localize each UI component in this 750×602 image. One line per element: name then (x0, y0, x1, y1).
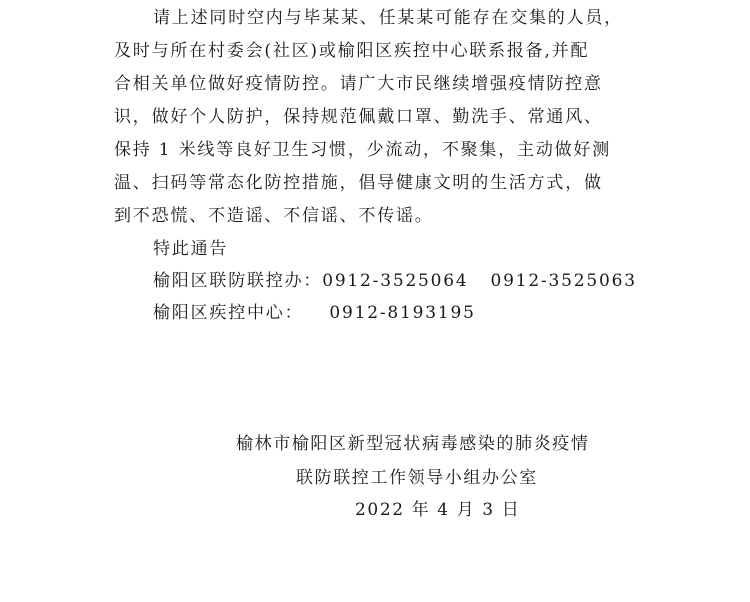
signature-org-line-2: 联防联控工作领导小组办公室 (296, 468, 538, 488)
paragraph-line-2: 及时与所在村委会(社区)或榆阳区疾控中心联系报备,并配 (114, 41, 590, 61)
contact-phone: 0912-3525064 (322, 271, 469, 291)
signature-org-line-1: 榆林市榆阳区新型冠状病毒感染的肺炎疫情 (236, 434, 590, 454)
paragraph-line-4: 识，做好个人防护，保持规范佩戴口罩、勤洗手、常通风、 (114, 107, 603, 127)
contact-label: 榆阳区联防联控办： (153, 271, 323, 291)
contact-label: 榆阳区疾控中心： (153, 303, 304, 323)
contact-phone: 0912-8193195 (329, 303, 476, 323)
paragraph-line-3: 合相关单位做好疫情防控。请广大市民继续增强疫情防控意 (114, 74, 603, 94)
contact-line-joint-office (153, 270, 637, 292)
paragraph-line-5: 保持 1 米线等良好卫生习惯，少流动，不聚集，主动做好测 (114, 140, 612, 160)
paragraph-line-6: 温、扫码等常态化防控措施，倡导健康文明的生活方式，做 (114, 173, 603, 193)
contact-phone: 0912-3525063 (490, 271, 637, 291)
notice-label: 特此通告 (153, 239, 229, 259)
contact-line-cdc (153, 302, 476, 324)
paragraph-line-1: 请上述同时空内与毕某某、任某某可能存在交集的人员， (153, 8, 623, 28)
paragraph-line-7: 到不恐慌、不造谣、不信谣、不传谣。 (114, 206, 434, 226)
signature-date: 2022 年 4 月 3 日 (355, 500, 521, 520)
